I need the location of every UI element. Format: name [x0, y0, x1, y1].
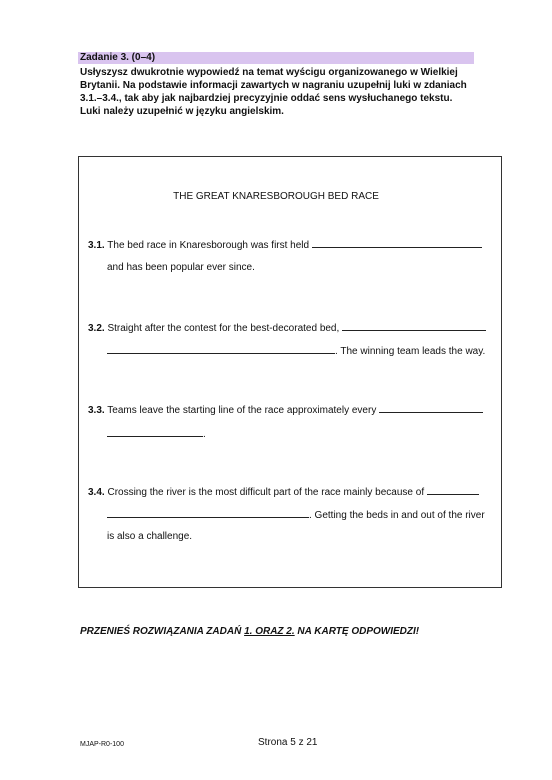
item-3-2-line-2 [107, 344, 485, 358]
exam-code: MJAP-R0-100 [80, 741, 124, 748]
item-3-1-line-2: and has been popular ever since. [107, 262, 255, 273]
item-3-4-line-2 [107, 508, 485, 522]
item-number: 3.3. [88, 405, 105, 416]
item-3-3-line-2 [107, 427, 206, 441]
answer-blank[interactable] [107, 508, 309, 518]
item-3-1-line-1 [88, 238, 482, 252]
answer-blank[interactable] [427, 485, 479, 495]
item-number: 3.2. [88, 323, 105, 334]
answer-blank[interactable] [379, 403, 483, 413]
transfer-instruction [80, 626, 419, 638]
page-number: Strona 5 z 21 [258, 737, 318, 748]
item-number: 3.1. [88, 240, 105, 251]
exercise-box [78, 156, 502, 588]
answer-blank[interactable] [107, 344, 335, 354]
item-text: The bed race in Knaresborough was first held [107, 240, 310, 251]
task-title: Zadanie 3. (0–4) [80, 52, 156, 63]
item-text: . The winning team leads the way. [335, 346, 486, 357]
answer-blank[interactable] [312, 238, 482, 248]
item-text: . [203, 429, 206, 440]
transfer-text-underlined: 1. ORAZ 2. [244, 626, 295, 637]
task-instructions [80, 66, 480, 118]
answer-blank[interactable] [107, 427, 203, 437]
item-3-2-line-1 [88, 321, 486, 335]
exercise-title: THE GREAT KNARESBOROUGH BED RACE [173, 191, 379, 202]
item-number: 3.4. [88, 487, 105, 498]
instruction-line: 3.1.–3.4., tak aby jak najbardziej precyzyjnie oddać sens wysłuchanego tekstu. [80, 93, 453, 104]
instruction-line: Usłyszysz dwukrotnie wypowiedź na temat wyścigu organizowanego w Wielkiej [80, 67, 458, 78]
item-text: . Getting the beds in and out of the river [309, 510, 485, 521]
item-text: Straight after the contest for the best-decorated bed, [107, 323, 340, 334]
transfer-text: PRZENIEŚ ROZWIĄZANIA ZADAŃ [80, 626, 245, 637]
item-3-4-line-3: is also a challenge. [107, 531, 193, 542]
answer-blank[interactable] [342, 321, 486, 331]
item-3-3-line-1 [88, 403, 483, 417]
instruction-line: Brytanii. Na podstawie informacji zawartych w nagraniu uzupełnij luki w zdaniach [80, 80, 467, 91]
item-3-4-line-1 [88, 485, 479, 499]
transfer-text: NA KARTĘ ODPOWIEDZI! [294, 626, 420, 637]
item-text: Teams leave the starting line of the race approximately every [107, 405, 377, 416]
item-text: Crossing the river is the most difficult part of the race mainly because of [107, 487, 425, 498]
instruction-line: Luki należy uzupełnić w języku angielskim. [80, 106, 284, 117]
